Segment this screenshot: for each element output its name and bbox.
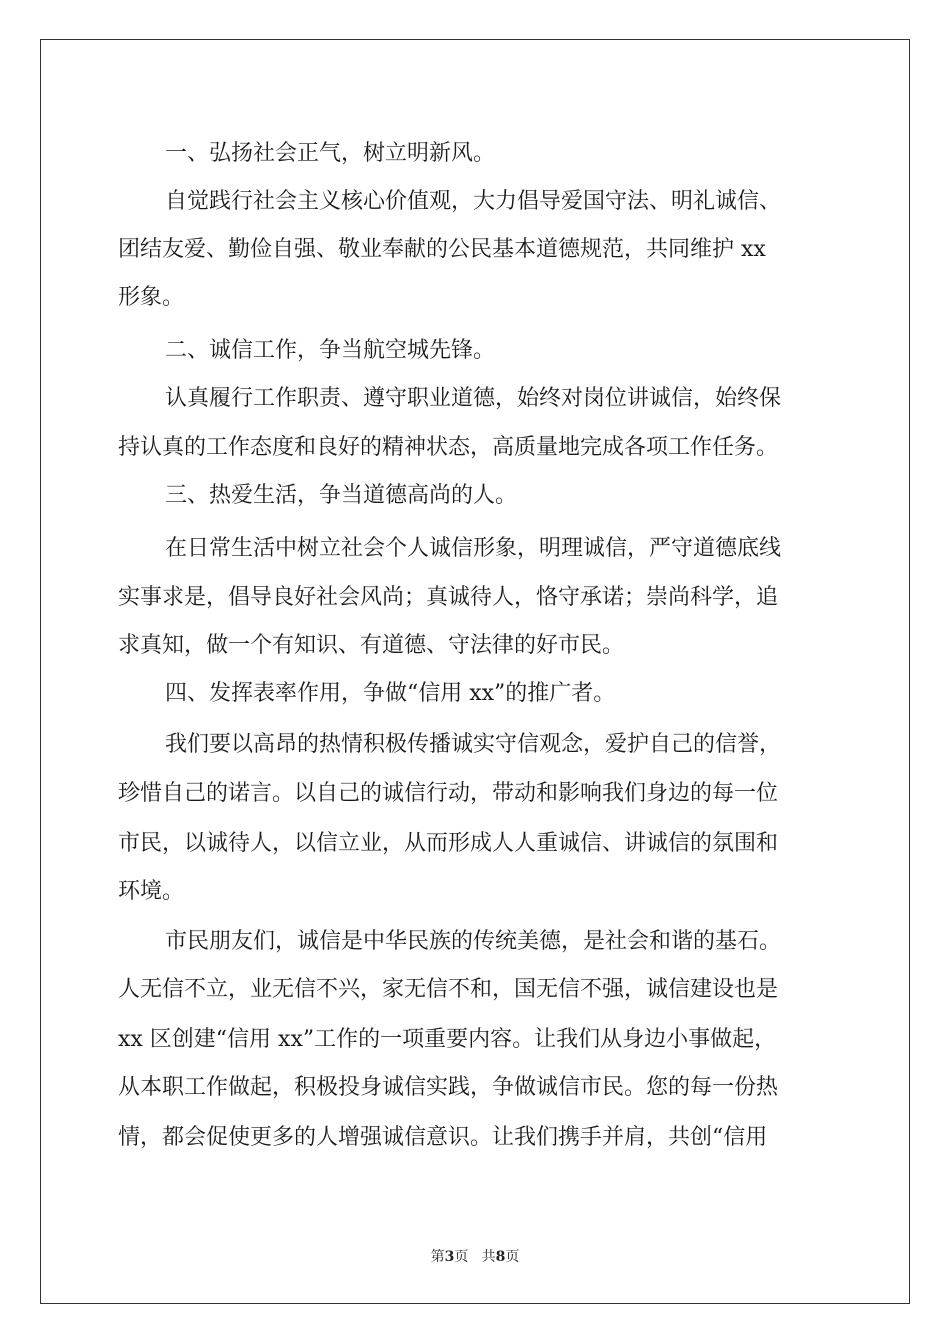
paragraph-line: 形象。 — [118, 285, 185, 310]
paragraph-line: xx 区创建“信用 xx”工作的一项重要内容。让我们从身边小事做起， — [118, 1027, 777, 1052]
heading-3: 三、热爱生活，争当道德高尚的人。 — [165, 483, 518, 508]
paragraph-line: 珍惜自己的诺言。以自己的诚信行动，带动和影响我们身边的每一位 — [118, 781, 779, 806]
paragraph-line: 认真履行工作职责、遵守职业道德，始终对岗位讲诚信，始终保 — [165, 386, 782, 411]
paragraph-line: 实事求是，倡导良好社会风尚；真诚待人，恪守承诺；崇尚科学，追 — [118, 585, 779, 610]
page-suffix: 页 — [454, 1249, 469, 1265]
heading-2: 二、诚信工作，争当航空城先锋。 — [165, 338, 496, 363]
page-footer — [0, 1246, 950, 1266]
paragraph-line: 我们要以高昂的热情积极传播诚实守信观念，爱护自己的信誉， — [165, 732, 782, 757]
paragraph-line: 市民，以诚待人，以信立业，从而形成人人重诚信、讲诚信的氛围和 — [118, 831, 779, 856]
heading-4: 四、发挥表率作用，争做“信用 xx”的推广者。 — [165, 681, 616, 706]
paragraph-line: 环境。 — [118, 879, 185, 904]
paragraph-line: 团结友爱、勤俭自强、敬业奉献的公民基本道德规范，共同维护 xx — [118, 237, 766, 262]
page-prefix: 第 — [430, 1249, 445, 1265]
paragraph-line: 在日常生活中树立社会个人诚信形象，明理诚信，严守道德底线 — [165, 536, 782, 561]
total-prefix: 共 — [481, 1249, 496, 1265]
paragraph-line: 自觉践行社会主义核心价值观，大力倡导爱国守法、明礼诚信、 — [165, 189, 782, 214]
total-pages: 8 — [495, 1249, 506, 1265]
paragraph-line: 人无信不立，业无信不兴，家无信不和，国无信不强，诚信建设也是 — [118, 977, 779, 1002]
paragraph-line: 市民朋友们，诚信是中华民族的传统美德，是社会和谐的基石。 — [165, 929, 782, 954]
paragraph-line: 情，都会促使更多的人增强诚信意识。让我们携手并肩，共创“信用 — [118, 1125, 768, 1150]
paragraph-line: 持认真的工作态度和良好的精神状态，高质量地完成各项工作任务。 — [118, 435, 779, 460]
total-suffix: 页 — [505, 1249, 520, 1265]
page-number: 3 — [444, 1249, 455, 1265]
paragraph-line: 求真知，做一个有知识、有道德、守法律的好市民。 — [118, 633, 625, 658]
heading-1: 一、弘扬社会正气，树立明新风。 — [165, 141, 496, 166]
paragraph-line: 从本职工作做起，积极投身诚信实践，争做诚信市民。您的每一份热 — [118, 1075, 779, 1100]
